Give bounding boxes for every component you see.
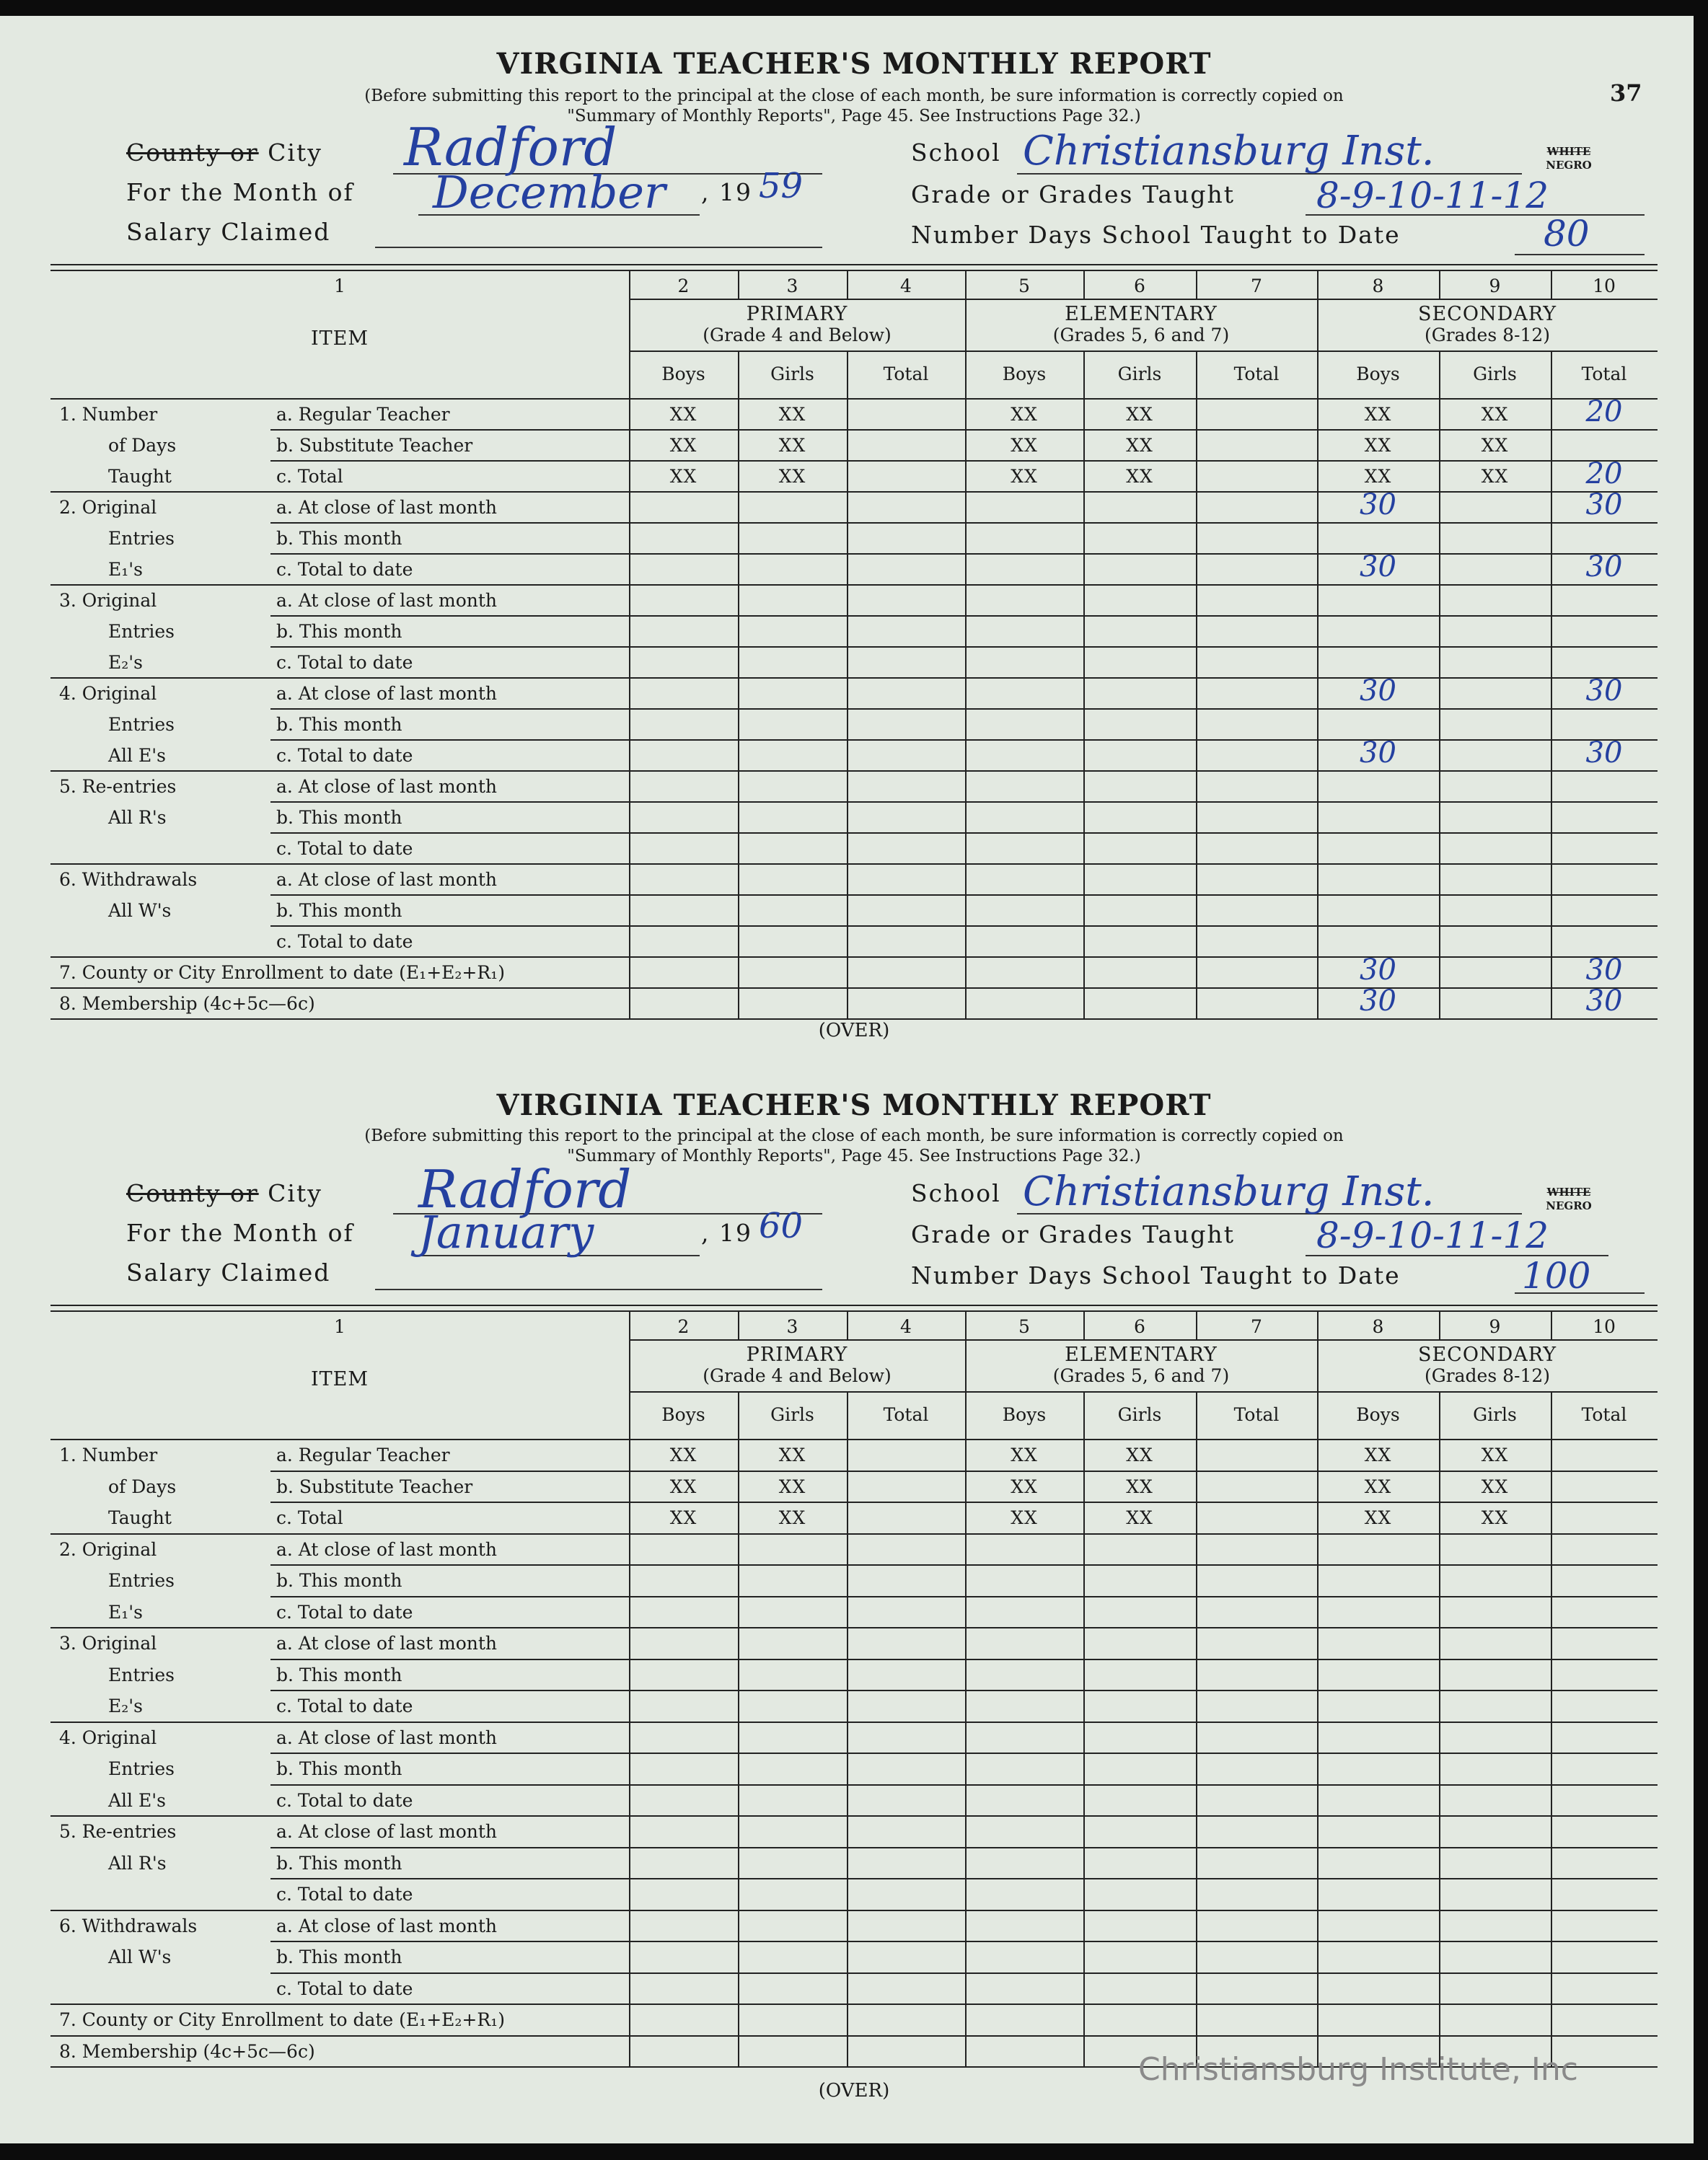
xx-marker: XX [1481,435,1509,456]
rule [50,1439,1658,1440]
row-rule [270,1596,1658,1597]
rule [50,1310,1658,1312]
xx-marker: XX [778,1445,806,1465]
xx-marker: XX [1481,466,1509,487]
row-sub-label: b. This month [276,528,402,549]
row-group-label: Taught [108,466,172,487]
item-header: ITEM [310,327,369,350]
subcolumn-header: Total [1581,1404,1627,1425]
column-number: 9 [1489,1316,1501,1337]
xx-marker: XX [778,435,806,456]
row-rule [270,925,1658,927]
instruction-line-2: "Summary of Monthly Reports", Page 45. See Instructions Page 32.) [567,1147,1141,1165]
row-sub-label: b. This month [276,1852,402,1874]
xx-marker: XX [1481,1445,1509,1465]
xx-marker: XX [669,404,697,425]
column-number: 1 [334,275,345,296]
row-rule [270,1878,1658,1879]
rule [50,1305,1658,1306]
row-rule [270,1784,1658,1786]
month-label: For the Month of [126,1219,354,1247]
row-rule [50,677,1658,679]
cell-value: 30 [1585,550,1623,583]
subcolumn-header: Girls [1473,1404,1517,1425]
column-number: 7 [1251,275,1262,296]
grades-label: Grade or Grades Taught [911,1220,1235,1248]
school-label: School [911,138,1001,167]
column-number: 9 [1489,275,1501,296]
row-group-label: 6. Withdrawals [59,869,198,890]
row-group-label: 2. Original [59,1538,157,1560]
subcolumn-header: Boys [1002,1404,1047,1425]
row-group-label: All W's [108,1947,172,1967]
row-rule [270,646,1658,648]
row-group-label: 3. Original [59,590,157,611]
row-sub-label: a. At close of last month [276,1821,498,1842]
rule [1439,1391,1440,2066]
negro-label: NEGRO [1546,1199,1592,1212]
month-label: For the Month of [126,178,354,206]
cell-value: 30 [1360,550,1396,583]
row-sub-label: a. At close of last month [276,1915,498,1936]
rule [847,1310,848,1339]
row-group-label: of Days [108,435,177,456]
row-sub-label: c. Total to date [276,931,413,952]
xx-marker: XX [669,466,697,487]
rule [1083,270,1085,299]
xx-marker: XX [1011,1445,1038,1465]
row-group-label: 1. Number [59,1445,158,1465]
county-city-label: County or City [126,138,322,167]
group-header: ELEMENTARY [1065,303,1218,325]
cell-value: 30 [1585,736,1623,770]
rule [1317,1310,1319,2066]
rule [847,351,848,1018]
row-sub-label: a. At close of last month [276,776,498,797]
row-group-label: Entries [108,1758,175,1779]
over-label: (OVER) [818,1020,890,1041]
xx-marker: XX [1011,435,1038,456]
cell-value: 30 [1360,736,1396,770]
row-enrollment-label: 7. County or City Enrollment to date (E₁+E₂+R₁) [59,962,505,983]
watermark: Christiansburg Institute, Inc [1138,2051,1578,2088]
rule [50,270,1658,271]
column-number: 5 [1018,275,1030,296]
row-rule [270,801,1658,803]
row-sub-label: c. Total to date [276,1601,413,1623]
row-rule [50,584,1658,586]
school-value: Christiansburg Inst. [1023,1168,1435,1215]
row-sub-label: b. This month [276,900,402,921]
row-sub-label: c. Total to date [276,652,413,673]
xx-marker: XX [1011,404,1038,425]
row-group-label: Entries [108,528,175,549]
xx-marker: XX [1481,404,1509,425]
row-sub-label: b. Substitute Teacher [276,1476,473,1497]
row-rule [50,1815,1658,1817]
cell-value: 30 [1360,953,1396,987]
grades-value: 8-9-10-11-12 [1316,1215,1549,1256]
report-page [0,16,1694,2143]
xx-marker: XX [1011,1476,1038,1497]
row-group-label: Entries [108,714,175,735]
salary-label: Salary Claimed [126,1258,331,1287]
row-sub-label: a. At close of last month [276,1633,498,1654]
cell-value: 20 [1585,457,1623,490]
row-group-label: All E's [108,1789,166,1811]
subcolumn-header: Boys [1356,1404,1400,1425]
row-rule [270,1471,1658,1472]
cell-value: 30 [1585,674,1623,707]
cell-value: 30 [1360,674,1396,707]
rule [1083,1310,1085,1339]
rule [1196,351,1197,1018]
rule [1439,351,1440,1018]
row-group-label: Entries [108,621,175,642]
xx-marker: XX [1481,1507,1509,1528]
row-rule [270,708,1658,710]
rule [629,351,1658,352]
group-subheader: (Grade 4 and Below) [703,1365,892,1386]
row-group-label: All R's [108,807,167,828]
row-group-label: 2. Original [59,497,157,518]
row-rule [270,1972,1658,1974]
row-sub-label: b. Substitute Teacher [276,435,473,456]
column-number: 6 [1134,275,1145,296]
rule [1083,1391,1085,2066]
cell-value: 30 [1360,488,1396,521]
row-sub-label: b. This month [276,1947,402,1967]
column-number: 2 [677,275,690,296]
subcolumn-header: Total [1233,1404,1280,1425]
rule [1551,1391,1552,2066]
subcolumn-header: Girls [1117,363,1162,384]
row-sub-label: c. Total to date [276,1789,413,1811]
rule [629,299,1658,300]
grades-label: Grade or Grades Taught [911,180,1235,208]
row-sub-label: a. At close of last month [276,869,498,890]
cell-value: 30 [1585,488,1623,521]
column-number: 4 [900,275,912,296]
cell-value: 30 [1585,953,1623,987]
row-rule [50,987,1658,989]
row-sub-label: a. At close of last month [276,590,498,611]
days-label: Number Days School Taught to Date [911,1261,1401,1290]
salary-line [375,1289,822,1290]
row-enrollment-label: 7. County or City Enrollment to date (E₁+E₂+R₁) [59,2009,505,2030]
cell-value: 30 [1585,984,1623,1018]
xx-marker: XX [669,1507,697,1528]
days-value: 80 [1544,213,1590,255]
xx-marker: XX [778,1476,806,1497]
days-value: 100 [1522,1255,1591,1297]
subcolumn-header: Total [1233,363,1280,384]
group-header: SECONDARY [1417,303,1557,325]
xx-marker: XX [1126,404,1153,425]
row-rule [270,1941,1658,1942]
white-label: WHITE [1546,1186,1591,1199]
instruction-line-2: "Summary of Monthly Reports", Page 45. See Instructions Page 32.) [567,107,1141,125]
group-subheader: (Grades 8-12) [1424,1365,1551,1386]
row-rule [270,553,1658,555]
xx-marker: XX [1364,435,1392,456]
column-number: 5 [1018,1316,1030,1337]
item-header: ITEM [310,1368,369,1390]
rule [1317,270,1319,1018]
rule [1196,1391,1197,2066]
row-rule [270,429,1658,431]
xx-marker: XX [778,404,806,425]
row-rule [50,1627,1658,1628]
xx-marker: XX [778,1507,806,1528]
row-group-label: 4. Original [59,1727,157,1748]
month-value: December [433,166,666,219]
row-sub-label: c. Total to date [276,745,413,766]
row-sub-label: b. This month [276,1664,402,1685]
rule [1196,270,1197,299]
row-sub-label: c. Total [276,466,343,487]
column-number: 8 [1372,1316,1384,1337]
subcolumn-header: Boys [1356,363,1400,384]
row-group-label: 3. Original [59,1633,157,1654]
group-header: ELEMENTARY [1065,1344,1218,1366]
days-label: Number Days School Taught to Date [911,221,1401,249]
row-group-label: 6. Withdrawals [59,1915,198,1936]
salary-line [375,247,822,248]
rule [629,270,630,1018]
row-group-label: Taught [108,1507,172,1528]
row-group-label: E₂'s [108,652,143,673]
xx-marker: XX [1126,1507,1153,1528]
column-number: 10 [1593,1316,1616,1337]
cell-value: 20 [1585,395,1623,428]
column-number: 7 [1251,1316,1262,1337]
row-group-label: 5. Re-entries [59,776,177,797]
rule [1196,1310,1197,1339]
xx-marker: XX [1011,1507,1038,1528]
row-rule [50,770,1658,772]
rule [738,351,739,1018]
row-rule [50,2003,1658,2005]
row-group-label: All E's [108,745,166,766]
salary-label: Salary Claimed [126,218,331,246]
subcolumn-header: Girls [1117,1404,1162,1425]
xx-marker: XX [1126,466,1153,487]
rule [1551,1310,1552,1339]
column-number: 3 [786,1316,798,1337]
rule [629,1391,1658,1393]
instruction-line-1: (Before submitting this report to the principal at the close of each month, be sure information is correctly copied on [364,87,1344,105]
column-number: 1 [334,1316,345,1337]
row-rule [270,1690,1658,1691]
row-rule [50,2035,1658,2037]
column-number: 6 [1134,1316,1145,1337]
group-subheader: (Grades 5, 6 and 7) [1052,1365,1230,1386]
row-sub-label: b. This month [276,1758,402,1779]
month-value: January [418,1206,594,1258]
xx-marker: XX [1126,1445,1153,1465]
row-rule [270,1659,1658,1660]
xx-marker: XX [669,435,697,456]
xx-marker: XX [1481,1476,1509,1497]
negro-label: NEGRO [1546,159,1592,172]
rule [50,264,1658,265]
row-rule [270,460,1658,462]
rule [965,270,967,1018]
xx-marker: XX [1126,435,1153,456]
row-rule [270,832,1658,834]
row-group-label: 5. Re-entries [59,1821,177,1842]
report-title: VIRGINIA TEACHER'S MONTHLY REPORT [496,47,1212,81]
subcolumn-header: Boys [661,363,705,384]
row-rule [270,522,1658,524]
row-rule [270,1564,1658,1566]
row-group-label: All R's [108,1852,167,1874]
xx-marker: XX [669,1445,697,1465]
xx-marker: XX [1364,1476,1392,1497]
row-rule [50,1722,1658,1723]
rule [629,1310,630,2066]
row-sub-label: c. Total to date [276,1978,413,1999]
rule [629,1339,1658,1341]
row-sub-label: c. Total to date [276,1884,413,1905]
instruction-line-1: (Before submitting this report to the principal at the close of each month, be sure information is correctly copied on [364,1127,1344,1145]
column-number: 4 [900,1316,912,1337]
rule [738,1310,739,1339]
subcolumn-header: Total [1581,363,1627,384]
row-rule [50,491,1658,493]
rule [738,1391,739,2066]
rule [1083,351,1085,1018]
row-rule [270,615,1658,617]
rule [847,1391,848,2066]
row-group-label: of Days [108,1476,177,1497]
xx-marker: XX [1011,466,1038,487]
subcolumn-header: Girls [770,1404,814,1425]
row-rule [50,956,1658,958]
report-title: VIRGINIA TEACHER'S MONTHLY REPORT [496,1088,1212,1122]
row-group-label: E₁'s [108,1601,143,1623]
row-sub-label: c. Total [276,1507,343,1528]
row-group-label: E₂'s [108,1696,143,1716]
row-rule [270,1847,1658,1848]
xx-marker: XX [1364,1507,1392,1528]
subcolumn-header: Boys [1002,363,1047,384]
row-group-label: E₁'s [108,559,143,580]
row-sub-label: b. This month [276,1570,402,1591]
year-suffix: 60 [759,1206,804,1246]
row-rule [270,1502,1658,1503]
xx-marker: XX [669,1476,697,1497]
row-sub-label: c. Total to date [276,559,413,580]
rule [738,270,739,299]
cell-value: 30 [1360,984,1396,1018]
row-rule [50,863,1658,865]
row-sub-label: b. This month [276,807,402,828]
grades-value: 8-9-10-11-12 [1316,175,1549,216]
group-subheader: (Grade 4 and Below) [703,325,892,345]
year-prefix: , 19 [701,178,752,206]
row-sub-label: b. This month [276,714,402,735]
rule [965,1310,967,2066]
row-group-label: 1. Number [59,404,158,425]
group-header: SECONDARY [1417,1344,1557,1366]
xx-marker: XX [1364,404,1392,425]
row-group-label: All W's [108,900,172,921]
column-number: 3 [786,275,798,296]
row-sub-label: a. Regular Teacher [276,404,450,425]
row-sub-label: b. This month [276,621,402,642]
xx-marker: XX [1126,1476,1153,1497]
school-value: Christiansburg Inst. [1023,128,1435,175]
row-rule [270,894,1658,896]
row-sub-label: a. At close of last month [276,683,498,704]
city-value: Radford [418,1159,632,1220]
group-header: PRIMARY [746,303,848,325]
rule [1551,270,1552,299]
xx-marker: XX [1364,1445,1392,1465]
rule [1551,351,1552,1018]
row-group-label: 4. Original [59,683,157,704]
xx-marker: XX [778,466,806,487]
row-membership-label: 8. Membership (4c+5c—6c) [59,993,315,1014]
county-city-label: County or City [126,1179,322,1207]
year-prefix: , 19 [701,1219,752,1247]
rule [1439,1310,1440,1339]
xx-marker: XX [1364,466,1392,487]
subcolumn-header: Girls [770,363,814,384]
row-rule [50,1533,1658,1535]
group-subheader: (Grades 5, 6 and 7) [1052,325,1230,345]
over-label: (OVER) [818,2080,890,2102]
row-sub-label: c. Total to date [276,1696,413,1716]
year-suffix: 59 [759,166,804,206]
city-value: Radford [404,117,617,177]
rule [847,270,848,299]
row-sub-label: c. Total to date [276,838,413,859]
row-sub-label: a. At close of last month [276,1727,498,1748]
column-number: 10 [1593,275,1616,296]
subcolumn-header: Boys [661,1404,705,1425]
white-label: WHITE [1546,145,1591,158]
row-rule [270,1753,1658,1754]
group-subheader: (Grades 8-12) [1424,325,1551,345]
rule [50,398,1658,400]
school-label: School [911,1179,1001,1207]
page-number: 37 [1610,79,1642,107]
rule [1439,270,1440,299]
row-rule [270,739,1658,741]
row-rule [50,1910,1658,1911]
row-membership-label: 8. Membership (4c+5c—6c) [59,2040,315,2062]
row-group-label: Entries [108,1570,175,1591]
row-sub-label: a. At close of last month [276,1538,498,1560]
subcolumn-header: Total [883,363,929,384]
row-sub-label: a. At close of last month [276,497,498,518]
subcolumn-header: Total [883,1404,929,1425]
subcolumn-header: Girls [1473,363,1517,384]
row-sub-label: a. Regular Teacher [276,1445,450,1465]
group-header: PRIMARY [746,1344,848,1366]
column-number: 2 [677,1316,690,1337]
column-number: 8 [1372,275,1384,296]
row-group-label: Entries [108,1664,175,1685]
